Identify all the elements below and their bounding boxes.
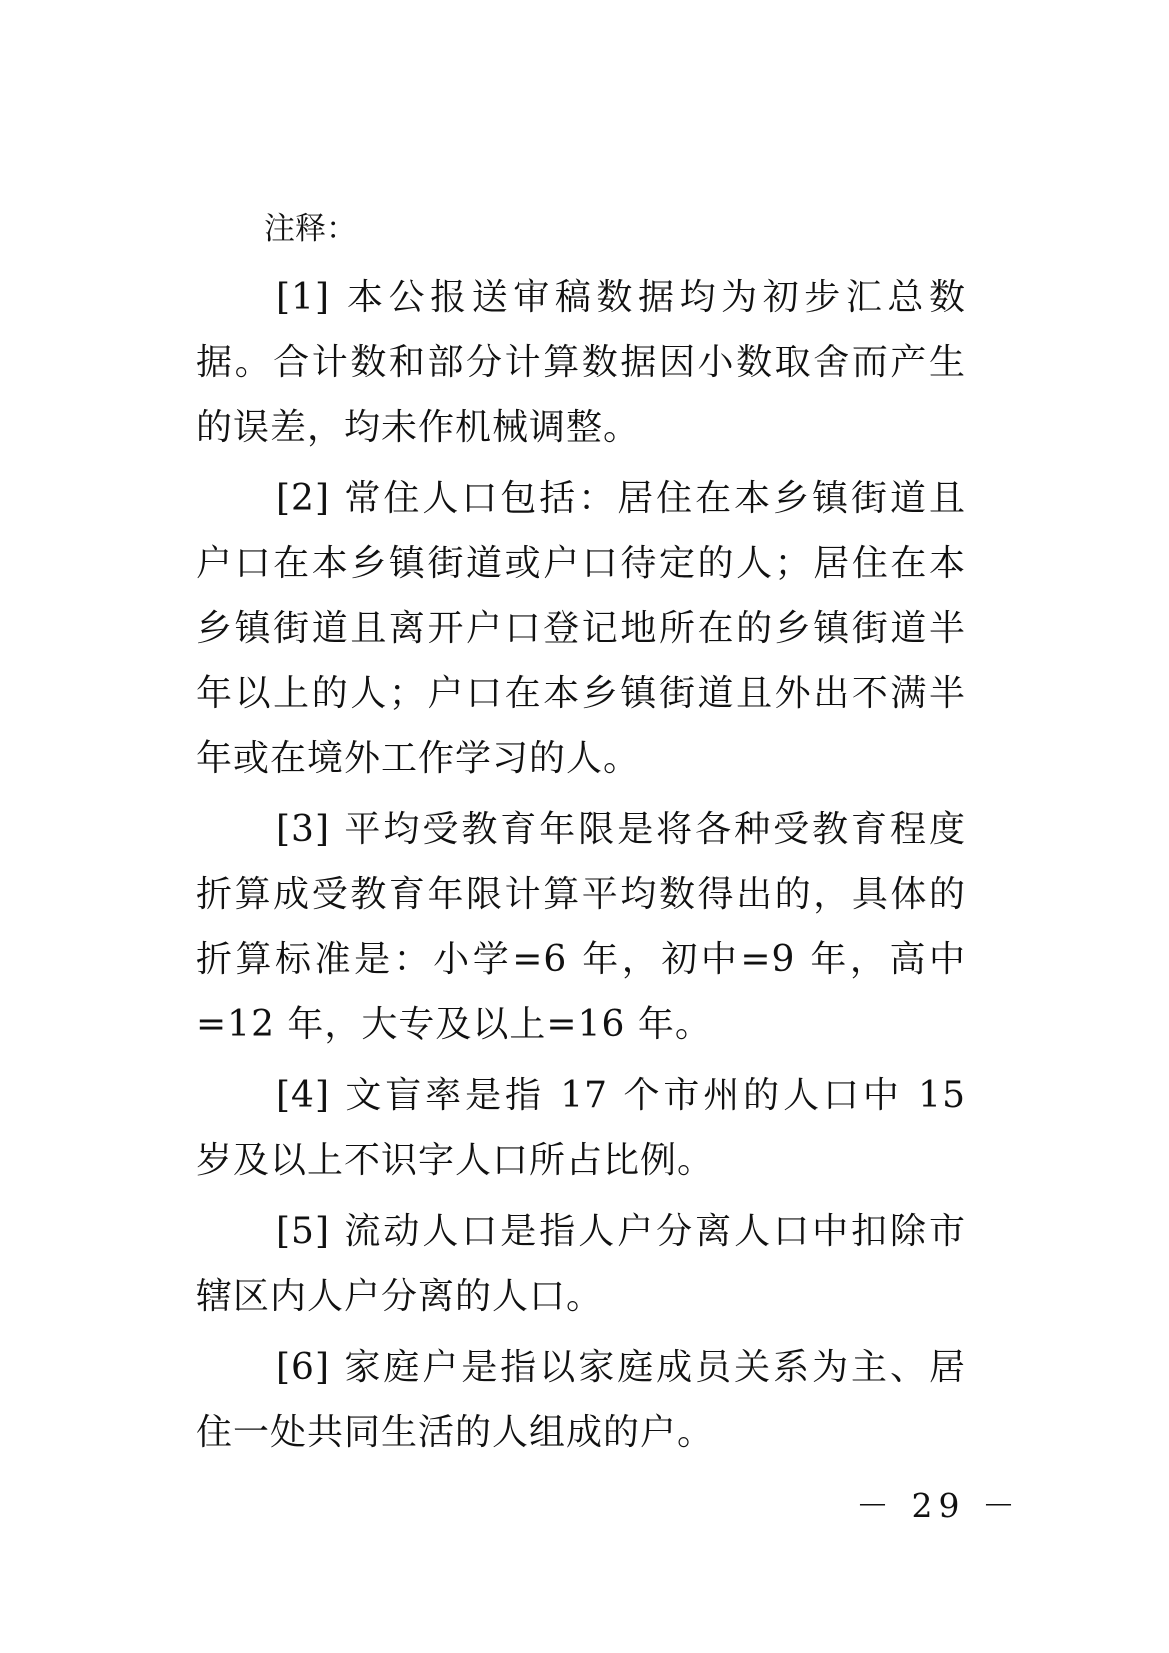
note-1: [1] 本公报送审稿数据均为初步汇总数据。合计数和部分计算数据因小数取舍而产生的误差，均未作机械调整。 <box>196 277 966 448</box>
notes-section <box>196 201 966 1471</box>
page-number: － 29 － <box>856 1486 1021 1525</box>
note-6: [6] 家庭户是指以家庭成员关系为主、居住一处共同生活的人组成的户。 <box>196 1347 966 1453</box>
note-2: [2] 常住人口包括：居住在本乡镇街道且户口在本乡镇街道或户口待定的人；居住在本乡镇街道且离开户口登记地所在的乡镇街道半年以上的人；户口在本乡镇街道且外出不满半年或在境外工作学习的人。 <box>196 478 966 779</box>
note-3: [3] 平均受教育年限是将各种受教育程度折算成受教育年限计算平均数得出的，具体的折算标准是：小学=6 年，初中=9 年，高中=12 年，大专及以上=16 年。 <box>196 809 966 1045</box>
note-4: [4] 文盲率是指 17 个市州的人口中 15 岁及以上不识字人口所占比例。 <box>196 1075 966 1181</box>
note-5: [5] 流动人口是指人户分离人口中扣除市辖区内人户分离的人口。 <box>196 1211 966 1317</box>
notes-heading: 注释： <box>264 211 357 247</box>
